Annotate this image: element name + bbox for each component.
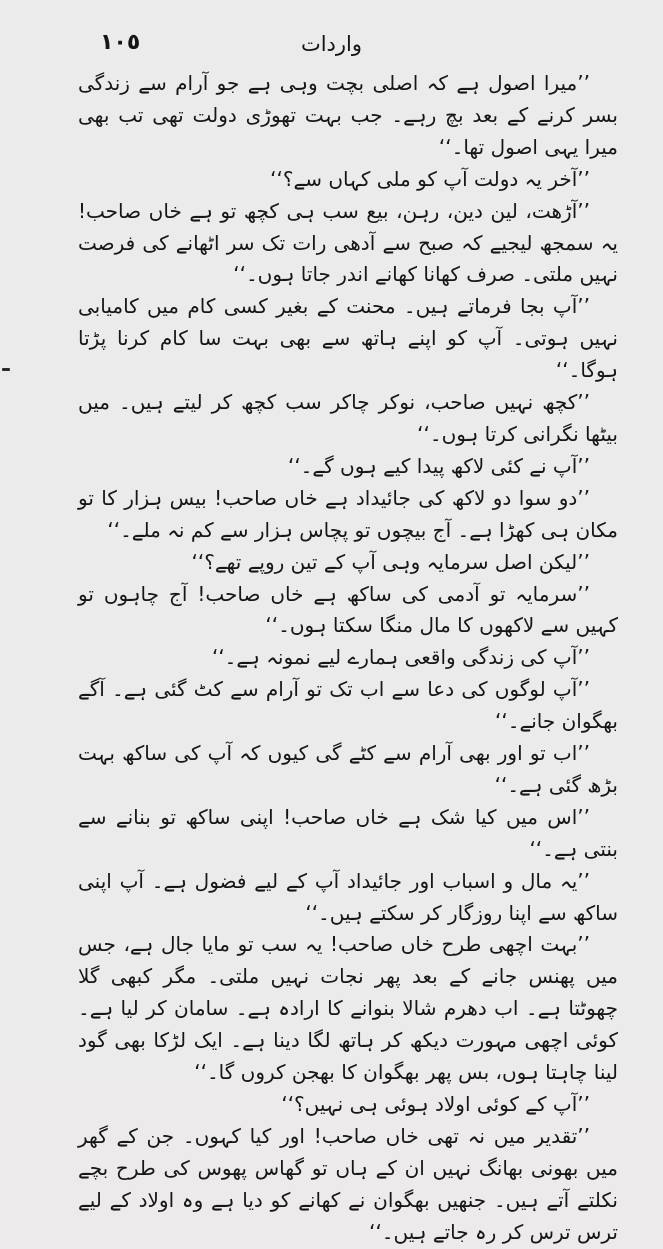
- paragraph: ’’آپ بجا فرماتے ہیں۔ محنت کے بغیر کسی کام میں کامیابی نہیں ہوتی۔ آپ کو اپنے ہاتھ سے بھی بہت سا کام کرنا پڑتا ہوگا۔‘‘: [78, 294, 618, 383]
- paragraph: ’’یہ مال و اسباب اور جائیداد آپ کے لیے فضول ہے۔ آپ اپنی ساکھ سے اپنا روزگار کر سکتے ہیں۔‘‘: [78, 868, 618, 925]
- paragraph: ’’سرمایہ تو آدمی کی ساکھ ہے خاں صاحب! آج چاہوں تو کہیں سے لاکھوں کا مال منگا سکتا ہوں۔‘‘: [78, 581, 618, 638]
- paragraph: ’’بہت اچھی طرح خاں صاحب! یہ سب تو مایا جال ہے، جس میں پھنس جانے کے بعد پھر نجات نہیں ملتی۔ مگر کبھی گلا چھوٹتا ہے۔ اب دھرم شالا بنوانے کا ارادہ ہے۔ سامان کر لیا ہے۔ کوئی اچھی مہورت دیکھ کر ہاتھ لگا دینا ہے۔ ایک لڑکا بھی گود لینا چاہتا ہوں، بس پھر بھگوان کا بھجن کروں گا۔‘‘: [78, 932, 618, 1085]
- paragraph: ’’آپ لوگوں کی دعا سے اب تک تو آرام سے کٹ گئی ہے۔ آگے بھگوان جانے۔‘‘: [78, 677, 618, 734]
- paragraph: ’’لیکن اصل سرمایہ وہی آپ کے تین روپے تھے؟‘‘: [191, 549, 590, 574]
- body-text: [78, 68, 618, 1249]
- running-title: واردات: [300, 32, 363, 56]
- paragraph: ’’کچھ نہیں صاحب، نوکر چاکر سب کچھ کر لیتے ہیں۔ میں بیٹھا نگرانی کرتا ہوں۔‘‘: [78, 390, 618, 446]
- paragraph: ’’آپ نے کئی لاکھ پیدا کیے ہوں گے۔‘‘: [287, 453, 590, 478]
- paragraph: ’’اب تو اور بھی آرام سے کٹے گی کیوں کہ آپ کی ساکھ بہت بڑھ گئی ہے۔‘‘: [78, 741, 618, 797]
- paragraph: ’’تقدیر میں نہ تھی خاں صاحب! اور کیا کہوں۔ جن کے گھر میں بھونی بھانگ نہیں ان کے ہاں تو گھاس پھوس کی طرح بچے نکلتے آتے ہیں۔ جنھیں بھگوان نے کھانے کو دیا ہے وہ اولاد کے لیے ترس ترس کر رہ جاتے ہیں۔‘‘: [78, 1123, 618, 1244]
- paragraph: ’’آڑھت، لین دین، رہن، بیع سب ہی کچھ تو ہے خاں صاحب! یہ سمجھ لیجیے کہ صبح سے آدھی رات تک سر اٹھانے کی فرصت نہیں ملتی۔ صرف کھانا کھانے اندر جاتا ہوں۔‘‘: [78, 198, 618, 287]
- paragraph: ’’آپ کی زندگی واقعی ہمارے لیے نمونہ ہے۔‘‘: [211, 645, 590, 670]
- paragraph: ’’میرا اصول ہے کہ اصلی بچت وہی ہے جو آرام سے زندگی بسر کرنے کے بعد بچ رہے۔ جب بہت تھوڑی دولت تھی تب بھی میرا یہی اصول تھا۔‘‘: [78, 71, 618, 159]
- page-number: ١٠٥: [100, 30, 141, 55]
- page-header: [0, 30, 663, 64]
- paragraph: ’’آخر یہ دولت آپ کو ملی کہاں سے؟‘‘: [270, 166, 590, 191]
- paragraph: ’’دو سوا دو لاکھ کی جائیداد ہے خاں صاحب! بیس ہزار کا تو مکان ہی کھڑا ہے۔ آج بیچوں تو پچاس ہزار سے کم نہ ملے۔‘‘: [78, 485, 618, 542]
- margin-mark: [2, 368, 10, 371]
- paragraph: ’’اس میں کیا شک ہے خاں صاحب! اپنی ساکھ تو بنانے سے بنتی ہے۔‘‘: [78, 804, 618, 861]
- paragraph: ’’آپ کے کوئی اولاد ہوئی ہی نہیں؟‘‘: [281, 1092, 590, 1116]
